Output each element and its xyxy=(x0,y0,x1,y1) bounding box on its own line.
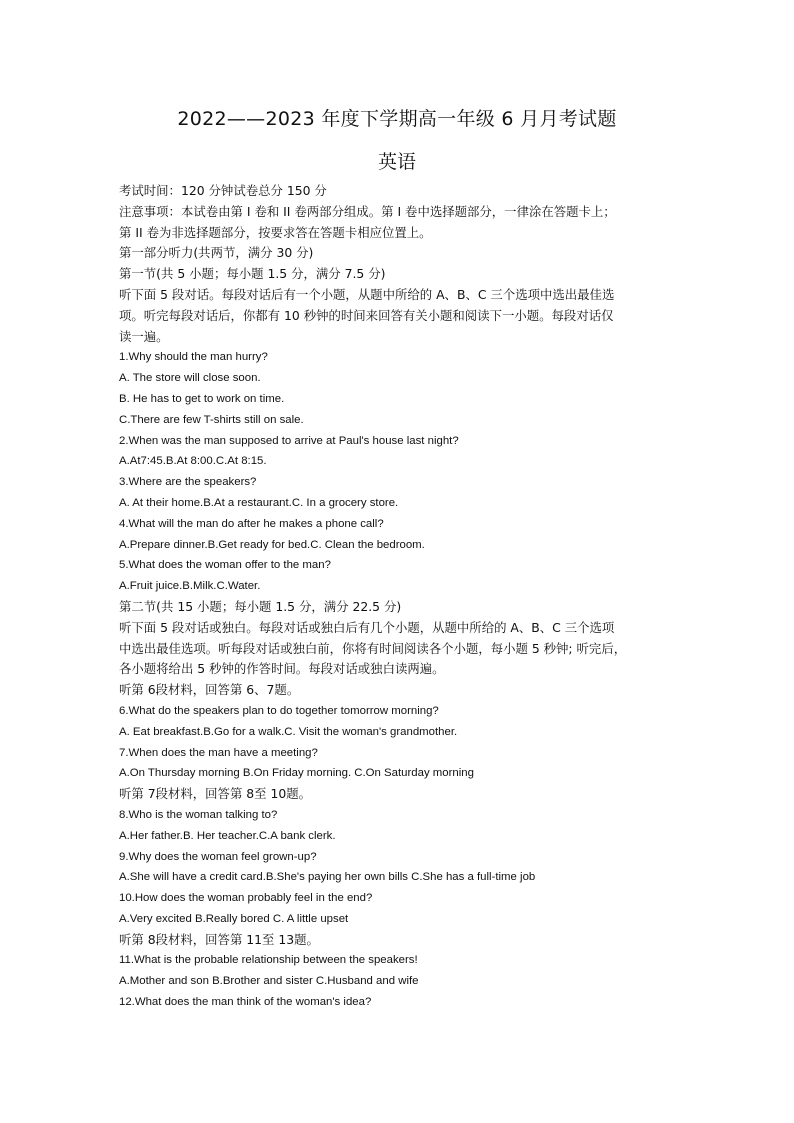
text-line: 注意事项：本试卷由第 I 卷和 II 卷两部分组成。第 I 卷中选择题部分，一律涂在答题卡上； xyxy=(119,203,616,219)
text-line: 5.What does the woman offer to the man? xyxy=(119,559,331,572)
text-line: 第 II 卷为非选择题部分，按要求答在答题卡相应位置上。 xyxy=(119,224,432,240)
text-line: 第一节(共 5 小题；每小题 1.5 分，满分 7.5 分) xyxy=(119,266,386,282)
text-line: A.She will have a credit card.B.She's paying her own bills C.She has a full-time job xyxy=(119,871,536,884)
text-line: A.Mother and son B.Brother and sister C.Husband and wife xyxy=(119,975,419,988)
text-line: A.Very excited B.Really bored C. A little upset xyxy=(119,912,349,925)
text-line: A. At their home.B.At a restaurant.C. In a grocery store. xyxy=(119,496,399,509)
text-line: 各小题将给出 5 秒钟的作答时间。每段对话或独白读两遍。 xyxy=(119,661,445,677)
text-line: A. The store will close soon. xyxy=(119,372,261,385)
subject-heading: 英语 xyxy=(377,151,416,173)
exam-body xyxy=(119,181,679,1013)
text-line: 中选出最佳选项。听每段对话或独白前，你将有时间阅读各个小题，每小题 5 秒钟; 听完后， xyxy=(119,640,627,656)
text-line: 听下面 5 段对话或独白。每段对话或独白后有几个小题，从题中所给的 A、B、C 三个选项 xyxy=(119,619,615,635)
text-line: A.Prepare dinner.B.Get ready for bed.C. Clean the bedroom. xyxy=(119,538,425,551)
text-line: 项。听完每段对话后，你都有 10 秒钟的时间来回答有关小题和阅读下一小题。每段对话仅 xyxy=(119,307,614,323)
text-line: A.Fruit juice.B.Milk.C.Water. xyxy=(119,580,261,593)
text-line: 读一遍。 xyxy=(119,328,169,344)
text-line: A. Eat breakfast.B.Go for a walk.C. Visit the woman's grandmother. xyxy=(119,725,458,738)
exam-title: 2022——2023 年度下学期高一年级 6 月月考试题 xyxy=(177,108,617,130)
text-line: A.At7:45.B.At 8:00.C.At 8:15. xyxy=(119,455,267,468)
text-line: 听第 7段材料，回答第 8至 10题。 xyxy=(119,786,312,802)
text-line: A.Her father.B. Her teacher.C.A bank clerk. xyxy=(119,829,336,842)
text-line: 4.What will the man do after he makes a phone call? xyxy=(119,517,384,530)
text-line: 听下面 5 段对话。每段对话后有一个小题，从题中所给的 A、B、C 三个选项中选出最佳选 xyxy=(119,286,615,302)
text-line: 7.When does the man have a meeting? xyxy=(119,746,318,759)
text-line: 6.What do the speakers plan to do together tomorrow morning? xyxy=(119,704,439,717)
text-line: 10.How does the woman probably feel in the end? xyxy=(119,892,373,905)
text-line: 3.Where are the speakers? xyxy=(119,476,257,489)
text-line: A.On Thursday morning B.On Friday morning. C.On Saturday morning xyxy=(119,767,474,780)
text-line: 9.Why does the woman feel grown-up? xyxy=(119,850,317,863)
text-line: 第二节(共 15 小题；每小题 1.5 分，满分 22.5 分) xyxy=(119,598,402,614)
text-line: 第一部分听力(共两节，满分 30 分) xyxy=(119,245,314,261)
text-line: 1.Why should the man hurry? xyxy=(119,351,268,364)
text-line: 听第 6段材料，回答第 6、7题。 xyxy=(119,682,300,698)
text-line: C.There are few T-shirts still on sale. xyxy=(119,413,304,426)
text-line: 2.When was the man supposed to arrive at Paul's house last night? xyxy=(119,434,459,447)
text-line: 听第 8段材料，回答第 11至 13题。 xyxy=(119,931,319,947)
text-line: 8.Who is the woman talking to? xyxy=(119,808,278,821)
text-line: B. He has to get to work on time. xyxy=(119,392,285,405)
text-line: 11.What is the probable relationship between the speakers! xyxy=(119,954,418,967)
text-line: 考试时间：120 分钟试卷总分 150 分 xyxy=(119,183,327,198)
text-line: 12.What does the man think of the woman's idea? xyxy=(119,996,372,1009)
